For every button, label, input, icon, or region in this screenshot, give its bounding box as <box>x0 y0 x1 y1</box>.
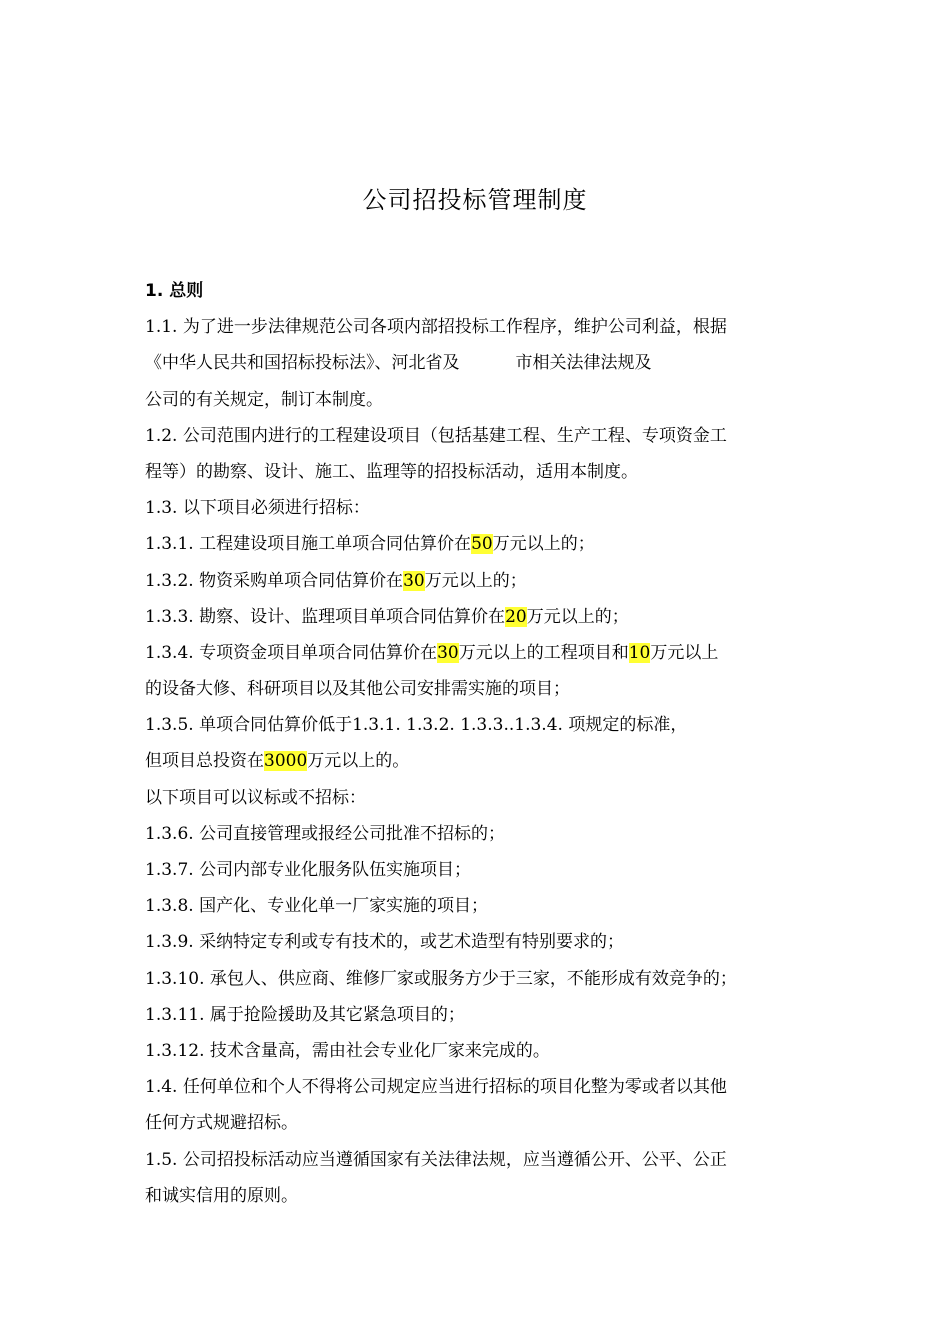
item-1-3-1 <box>145 526 810 562</box>
item-1-3-3-text: 1.3.3. 勘察、设计、监理项目单项合同估算价在 <box>145 606 506 627</box>
paragraph-1-2-line-2: 程等）的勘察、设计、施工、监理等的招投标活动，适用本制度。 <box>145 461 638 482</box>
highlighted-value: 30 <box>437 642 459 663</box>
item-1-3-5-text: 但项目总投资在 <box>145 751 264 772</box>
item-1-3-2-suffix: 万元以上的； <box>424 570 527 591</box>
item-1-3-4-mid: 万元以上的工程项目和 <box>458 642 629 663</box>
item-1-3-8: 1.3.8. 国产化、专业化单一厂家实施的项目； <box>145 896 489 917</box>
item-1-3-9: 1.3.9. 采纳特定专利或专有技术的，或艺术造型有特别要求的； <box>145 932 625 953</box>
paragraph-1-2-line-1: 1.2. 公司范围内进行的工程建设项目（包括基建工程、生产工程、专项资金工 <box>145 425 727 446</box>
item-1-3-2 <box>145 563 810 599</box>
item-1-3-1-text: 1.3.1. 工程建设项目施工单项合同估算价在 <box>145 534 472 555</box>
highlighted-value: 10 <box>628 642 651 663</box>
item-1-3-3-suffix: 万元以上的； <box>526 606 629 627</box>
item-1-3-11: 1.3.11. 属于抢险援助及其它紧急项目的； <box>145 1004 465 1025</box>
paragraph-1-4-line-2: 任何方式规避招标。 <box>145 1113 298 1134</box>
paragraph-1-1-line-2 <box>145 345 810 381</box>
paragraph-1-5-line-2: 和诚实信用的原则。 <box>145 1185 298 1206</box>
item-1-3-3 <box>145 599 810 635</box>
item-1-3-12: 1.3.12. 技术含量高，需由社会专业化厂家来完成的。 <box>145 1040 550 1061</box>
exempt-intro: 以下项目可以议标或不招标： <box>145 787 366 808</box>
item-1-3-4-line-2: 的设备大修、科研项目以及其他公司安排需实施的项目； <box>145 679 570 700</box>
highlighted-value: 30 <box>403 570 425 591</box>
item-1-3-5-suffix: 万元以上的。 <box>307 751 410 772</box>
highlighted-value: 50 <box>471 534 493 555</box>
document-body <box>145 273 810 1214</box>
paragraph-1-1-line-2-b: 市相关法律法规及 <box>515 353 652 374</box>
paragraph-1-5-line-1: 1.5. 公司招投标活动应当遵循国家有关法律法规，应当遵循公开、公平、公正 <box>145 1149 727 1170</box>
paragraph-1-4-line-1: 1.4. 任何单位和个人不得将公司规定应当进行招标的项目化整为零或者以其他 <box>145 1077 727 1098</box>
document-title: 公司招投标管理制度 <box>362 186 588 214</box>
section-heading: 1. 总则 <box>145 281 204 301</box>
item-1-3-1-suffix: 万元以上的； <box>492 534 595 555</box>
item-1-3-2-text: 1.3.2. 物资采购单项合同估算价在 <box>145 570 404 591</box>
item-1-3-4-text: 1.3.4. 专项资金项目单项合同估算价在 <box>145 642 438 663</box>
item-1-3-4-suffix: 万元以上 <box>650 642 719 663</box>
paragraph-1-1-line-2-a: 《中华人民共和国招标投标法》、河北省及 <box>145 353 460 374</box>
paragraph-1-1-line-1: 1.1. 为了进一步法律规范公司各项内部招投标工作程序，维护公司利益，根据 <box>145 317 727 338</box>
highlighted-value: 3000 <box>264 751 308 772</box>
item-1-3-6: 1.3.6. 公司直接管理或报经公司批准不招标的； <box>145 823 506 844</box>
item-1-3-5-line-2 <box>145 743 810 779</box>
item-1-3-7: 1.3.7. 公司内部专业化服务队伍实施项目； <box>145 860 472 880</box>
paragraph-1-1-line-3: 公司的有关规定，制订本制度。 <box>145 389 383 410</box>
item-1-3-10: 1.3.10. 承包人、供应商、维修厂家或服务方少于三家，不能形成有效竞争的； <box>145 968 737 989</box>
item-1-3-5-line-1: 1.3.5. 单项合同估算价低于1.3.1. 1.3.2. 1.3.3..1.3.4. 项规定的标准， <box>145 715 688 736</box>
item-1-3-4-line-1 <box>145 635 810 671</box>
highlighted-value: 20 <box>505 606 527 627</box>
paragraph-1-3: 1.3. 以下项目必须进行招标： <box>145 498 370 519</box>
